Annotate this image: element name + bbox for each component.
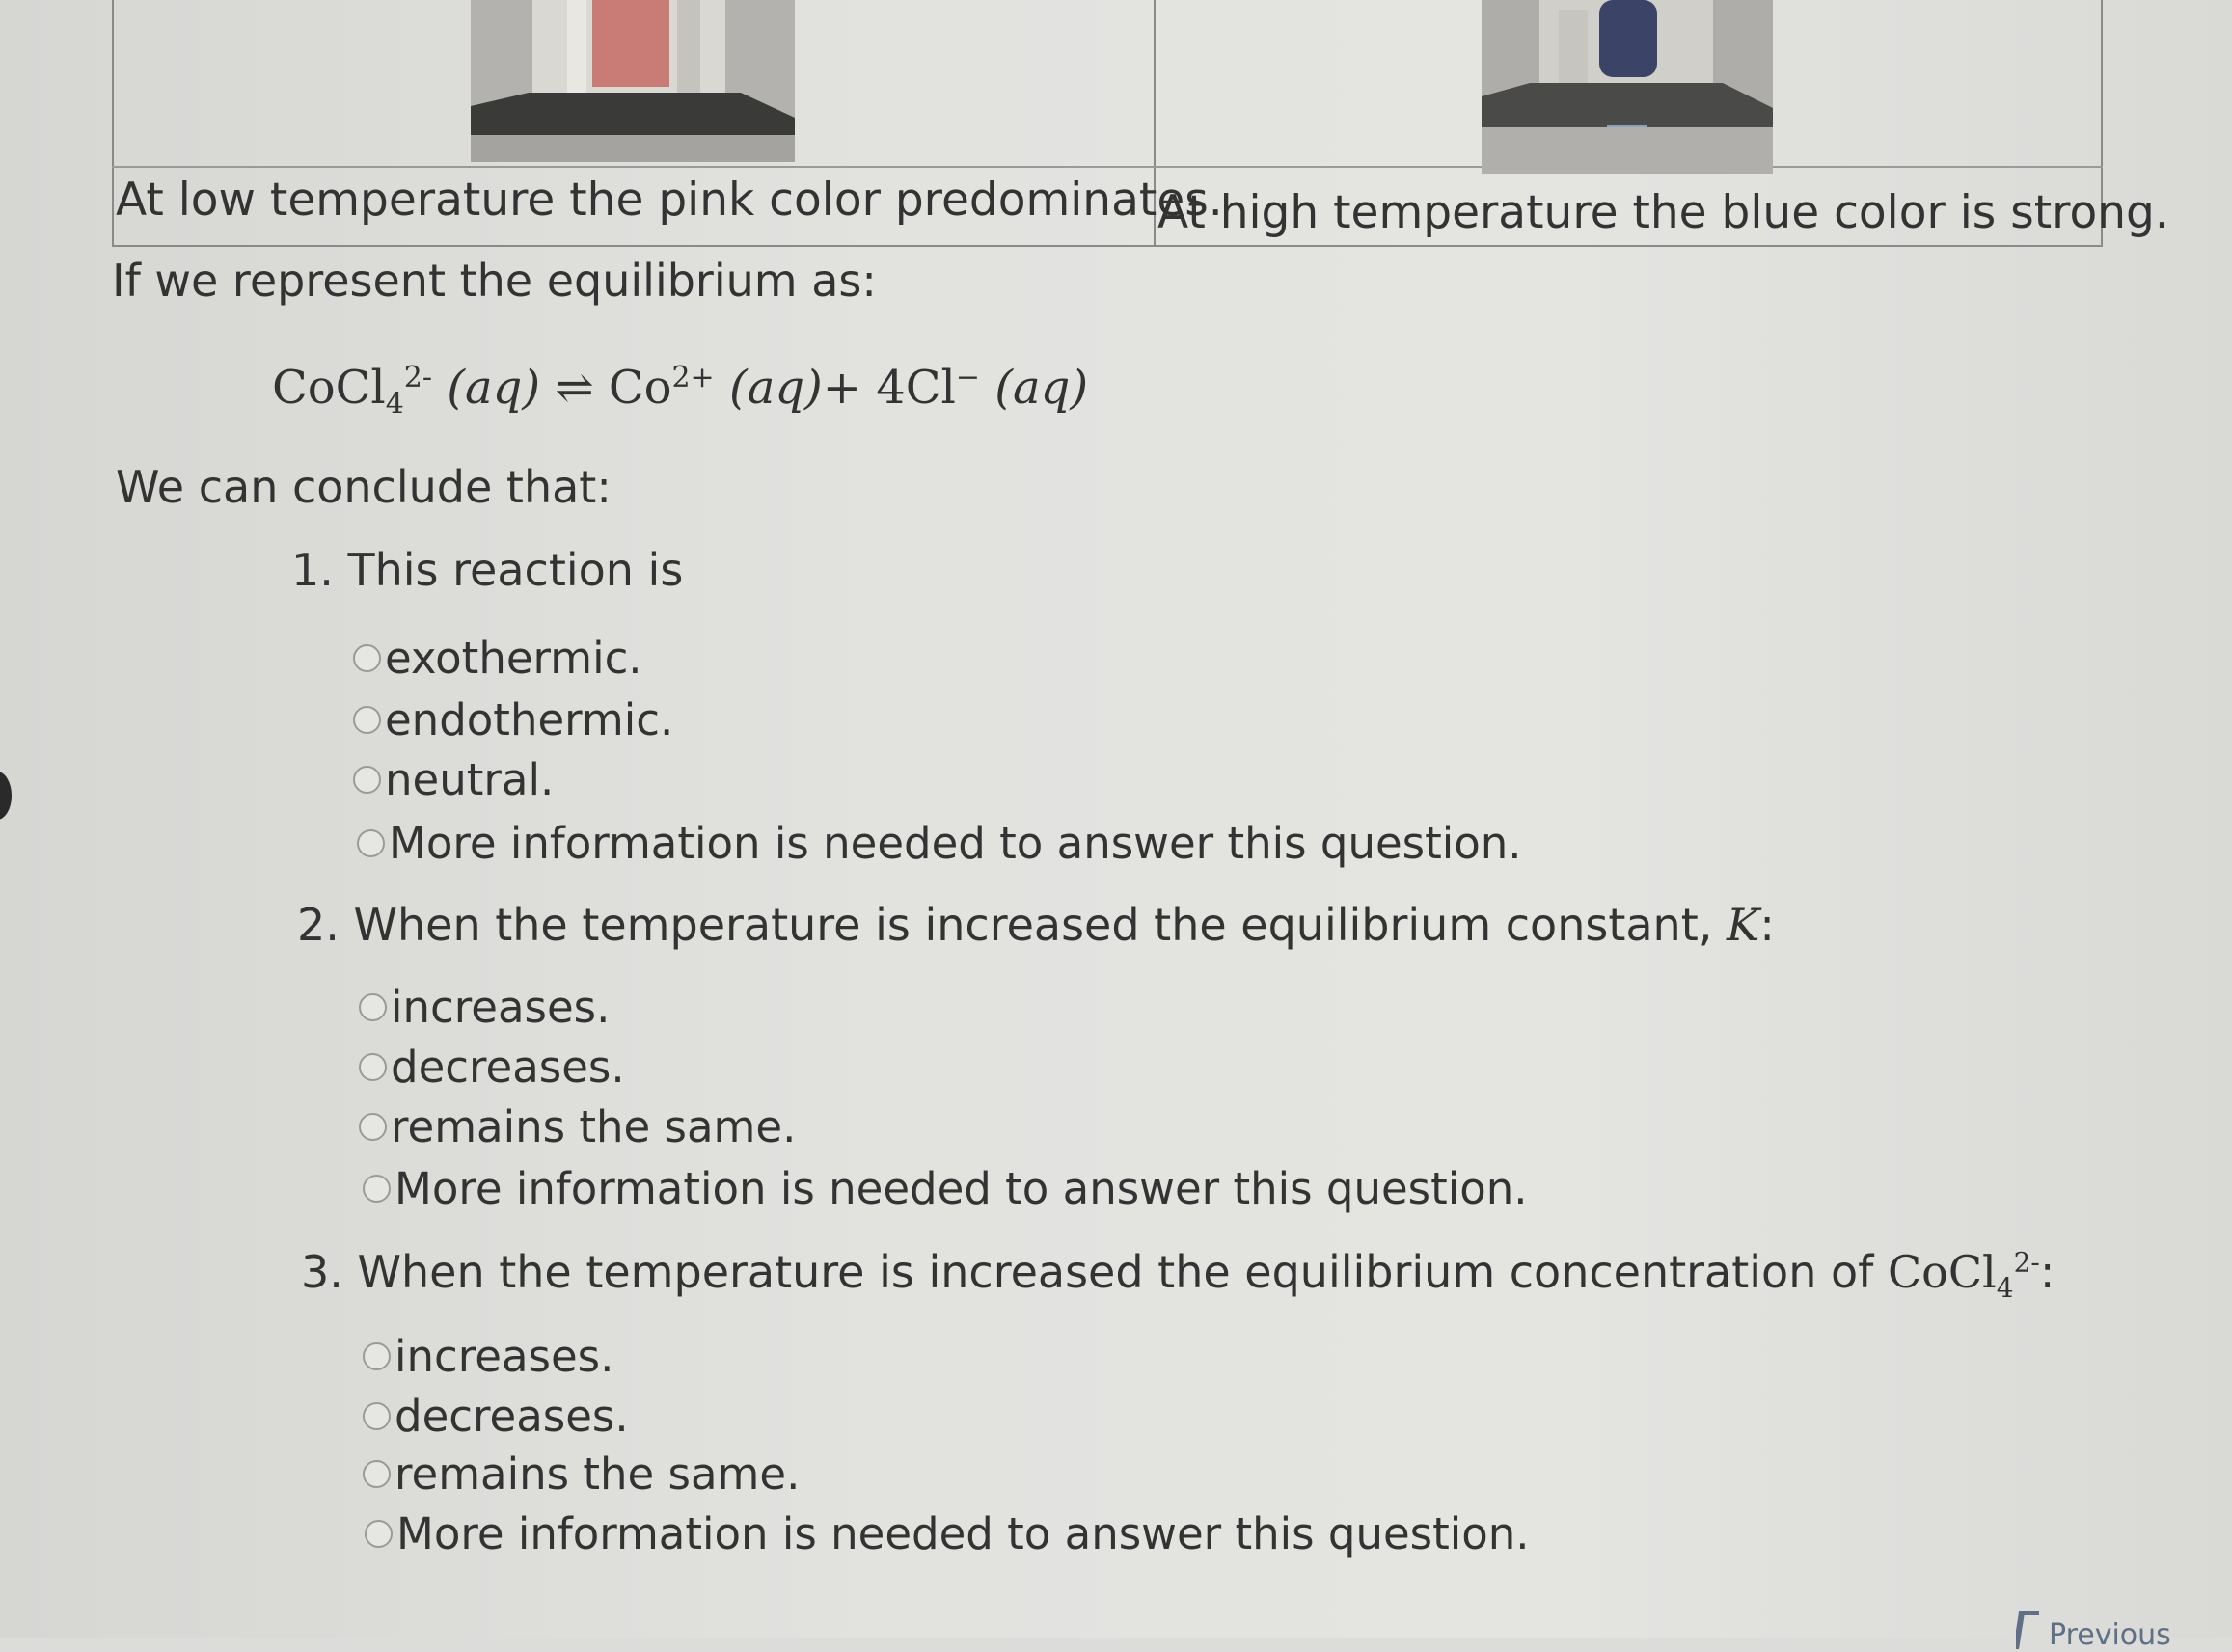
option-label: More information is needed to answer this question. (389, 818, 1522, 869)
caption-high-temperature: At high temperature the blue color is strong. (1157, 186, 2169, 239)
q1-option-endothermic[interactable] (353, 694, 673, 745)
radio-button[interactable] (357, 829, 385, 857)
product-chloride: + 4Cl (822, 361, 956, 415)
radio-button[interactable] (353, 766, 381, 794)
q2-option-same[interactable] (359, 1101, 796, 1152)
reactant-subscript: 4 (385, 387, 404, 421)
product-cobalt: Co (608, 361, 672, 415)
formula: CoCl (1887, 1246, 1997, 1298)
question-number: 1. (291, 544, 334, 596)
equilibrium-arrow: ⇌ (555, 361, 594, 415)
radio-button[interactable] (359, 1113, 387, 1141)
q2-option-increases[interactable] (359, 982, 610, 1033)
reactant: CoCl (272, 361, 386, 415)
question-3 (301, 1246, 2055, 1304)
question-number: 3. (301, 1246, 343, 1298)
q1-option-more-info[interactable] (357, 818, 1522, 869)
option-label: remains the same. (395, 1449, 801, 1500)
state-aq-1: (aq) (447, 361, 541, 415)
table-row-divider (112, 166, 2103, 168)
question-text: When the temperature is increased the equilibrium concentration of (357, 1246, 1874, 1298)
state-aq-2: (aq) (728, 361, 823, 415)
question-suffix: : (2039, 1246, 2055, 1298)
q3-option-increases[interactable] (363, 1331, 613, 1382)
option-label: endothermic. (385, 694, 674, 745)
pink-solution-photo (471, 0, 795, 162)
option-label: increases. (395, 1331, 614, 1382)
question-number: 2. (297, 899, 340, 951)
q1-option-neutral[interactable] (353, 754, 554, 805)
radio-button[interactable] (359, 993, 387, 1021)
q3-option-same[interactable] (363, 1449, 800, 1500)
option-label: More information is needed to answer this question. (396, 1508, 1530, 1559)
question-text: This reaction is (347, 544, 684, 596)
previous-label: Previous (2049, 1618, 2171, 1652)
radio-button[interactable] (363, 1460, 391, 1488)
option-label: neutral. (385, 754, 555, 805)
q2-option-decreases[interactable] (359, 1042, 625, 1093)
radio-button[interactable] (365, 1520, 393, 1548)
radio-button[interactable] (353, 644, 381, 672)
radio-button[interactable] (363, 1342, 391, 1370)
equilibrium-equation (272, 361, 1088, 421)
chloride-charge: − (955, 361, 980, 394)
option-label: remains the same. (391, 1101, 797, 1152)
question-text: When the temperature is increased the equilibrium constant, (353, 899, 1713, 951)
blue-solution-photo (1482, 0, 1773, 174)
formula-charge: 2- (2013, 1246, 2040, 1279)
option-label: decreases. (395, 1391, 629, 1442)
option-label: More information is needed to answer this question. (395, 1163, 1528, 1214)
conclude-text: We can conclude that: (116, 461, 612, 513)
question-1 (291, 544, 683, 596)
equilibrium-constant-symbol: K (1726, 899, 1760, 951)
option-label: increases. (391, 982, 611, 1033)
q3-option-decreases[interactable] (363, 1391, 629, 1442)
previous-button[interactable] (2016, 1611, 2218, 1652)
question-suffix: : (1759, 899, 1775, 951)
radio-button[interactable] (363, 1175, 391, 1203)
caption-low-temperature: At low temperature the pink color predominates. (116, 174, 1223, 227)
radio-button[interactable] (353, 706, 381, 734)
state-aq-3: (aq) (994, 361, 1089, 415)
formula-subscript: 4 (1996, 1272, 2014, 1305)
cobalt-charge: 2+ (671, 361, 715, 394)
question-2 (297, 899, 1775, 951)
q1-option-exothermic[interactable] (353, 633, 642, 684)
q2-option-more-info[interactable] (363, 1163, 1528, 1214)
radio-button[interactable] (359, 1053, 387, 1081)
intro-text: If we represent the equilibrium as: (112, 255, 877, 307)
q3-option-more-info[interactable] (365, 1508, 1530, 1559)
reactant-charge: 2- (403, 361, 433, 394)
option-label: decreases. (391, 1042, 625, 1093)
previous-arrow-icon (2016, 1611, 2041, 1649)
option-label: exothermic. (385, 633, 642, 684)
radio-button[interactable] (363, 1402, 391, 1430)
